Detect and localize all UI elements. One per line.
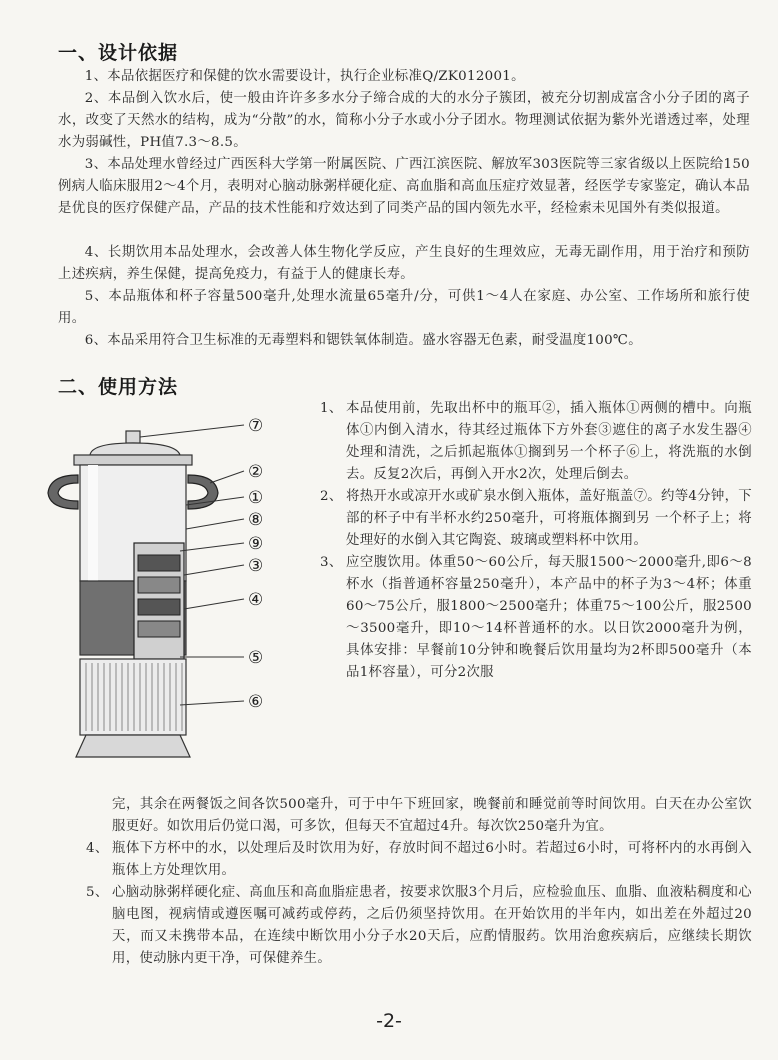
left-handle [48,475,78,509]
instruction-number: 3、 [320,555,343,570]
label-sleeve: ③ [248,556,264,576]
instruction-item-3 [320,552,752,684]
instruction-item-1 [320,398,752,486]
instructions-full-width [86,794,752,970]
section-2-title: 二、使用方法 [58,376,179,398]
section-1-para-2: 2、本品倒入饮水后，使一般由许许多多水分子缔合成的大的水分子簇团，被充分切割成富含小分子团的离子水，改变了天然水的结构，成为“分散”的水，简称小分子水或小分子团水。物理测试依据为紫外光谱透过率，处理水为弱碱性，PH值7.3～8.5。 [58,91,750,150]
label-ear: ② [248,462,264,482]
label-9: ⑨ [248,534,264,554]
instruction-number: 2、 [320,489,343,504]
section-1-para-1: 1、本品依据医疗和保健的饮水需要设计，执行企业标准Q/ZK012001。 [84,69,525,84]
section-1-para-6: 6、本品采用符合卫生标准的无毒塑料和锶铁氧体制造。盛水容器无色素，耐受温度100℃。 [84,333,642,348]
bottle-cap [90,443,180,455]
instruction-number: 5、 [86,885,109,900]
label-5: ⑤ [248,648,264,668]
label-8: ⑧ [248,510,264,530]
instruction-item-2 [320,486,752,552]
section-1-para-3: 3、本品处理水曾经过广西医科大学第一附属医院、广西江滨医院、解放军303医院等三家省级以上医院给150例病人临床服用2～4个月，表明对心脑动脉粥样硬化症、高血脂和高血压症疗效显著，经医学专家鉴定，确认本品是优良的医疗保健产品，产品的技术性能和疗效达到了同类产品的国内领先水平，经检索未见国外有类似报道。 [58,157,750,216]
instruction-text: 瓶体下方杯中的水，以处理后及时饮用为好，存放时间不超过6小时。若超过6小时，可将杯内的水再倒入瓶体上方处理饮用。 [112,841,752,878]
instruction-item-4 [86,838,752,882]
label-bottle: ① [248,488,264,508]
cup-base [76,735,190,757]
instruction-number: 4、 [86,841,109,856]
label-cap: ⑦ [248,416,264,436]
instruction-item-3-cont [86,794,752,838]
instruction-item-5 [86,882,752,970]
product-diagram [30,405,310,795]
section-1-para-5: 5、本品瓶体和杯子容量500毫升,处理水流量65毫升/分，可供1～4人在家庭、办公室、工作场所和旅行使用。 [58,289,750,326]
instruction-text: 将热开水或凉开水或矿泉水倒入瓶体，盖好瓶盖⑦。约等4分钟，下部的杯子中有半杯水约250毫升，可将瓶体搁到另 一个杯子上；将处理好的水倒入其它陶瓷、玻璃或塑料杯中饮用。 [346,489,752,548]
instruction-text: 心脑动脉粥样硬化症、高血压和高血脂症患者，按要求饮服3个月后，应检验血压、血脂、血液粘稠度和心脑电图，视病情或遵医嘱可减药或停药，之后仍须坚持饮用。在开始饮用的半年内，如出差在外超过20天，而又未携带本品，在连续中断饮用小分子水20天后，应酌情服药。饮用治愈疾病后，应继续长期饮用，使动脉内更干净，可保健养生。 [112,885,752,966]
label-cup: ⑥ [248,692,264,712]
instruction-text: 应空腹饮用。体重50～60公斤，每天服1500～2000毫升,即6～8杯水（指普通杯容量250毫升），本产品中的杯子为3～4杯；体重60～75公斤，服1800～2500毫升；体重75～100公斤，服2500～3500毫升，即10～14杯普通杯的水。以日饮2000毫升为例，具体安排：早餐前10分钟和晚餐后饮用量均为2杯即500毫升（本品1杯容量），可分2次服 [346,555,752,680]
section-1-title: 一、设计依据 [58,42,179,64]
lid-knob [126,431,140,443]
page-number: -2- [376,1010,402,1032]
lid-rim [74,455,192,465]
instructions-right-column [320,398,752,684]
instruction-number: 1、 [320,401,343,416]
section-1-para-4: 4、长期饮用本品处理水，会改善人体生物化学反应，产生良好的生理效应，无毒无副作用，用于治疗和预防上述疾病，养生保健，提高免疫力，有益于人的健康长寿。 [58,245,750,282]
instruction-text: 本品使用前，先取出杯中的瓶耳②，插入瓶体①两侧的槽中。向瓶体①内倒入清水，待其经过瓶体下方外套③遮住的离子水发生器④处理和清洗，之后抓起瓶体①搁到另一个杯子⑥上，将洗瓶的水倒去。反复2次后，再倒入开水2次，处理后倒去。 [346,401,752,482]
instruction-text: 完，其余在两餐饭之间各饮500毫升，可于中午下班回家，晚餐前和睡觉前等时间饮用。白天在办公室饮服更好。如饮用后仍觉口渴，可多饮，但每天不宜超过4升。每次饮250毫升为宜。 [112,797,752,834]
label-generator: ④ [248,590,264,610]
